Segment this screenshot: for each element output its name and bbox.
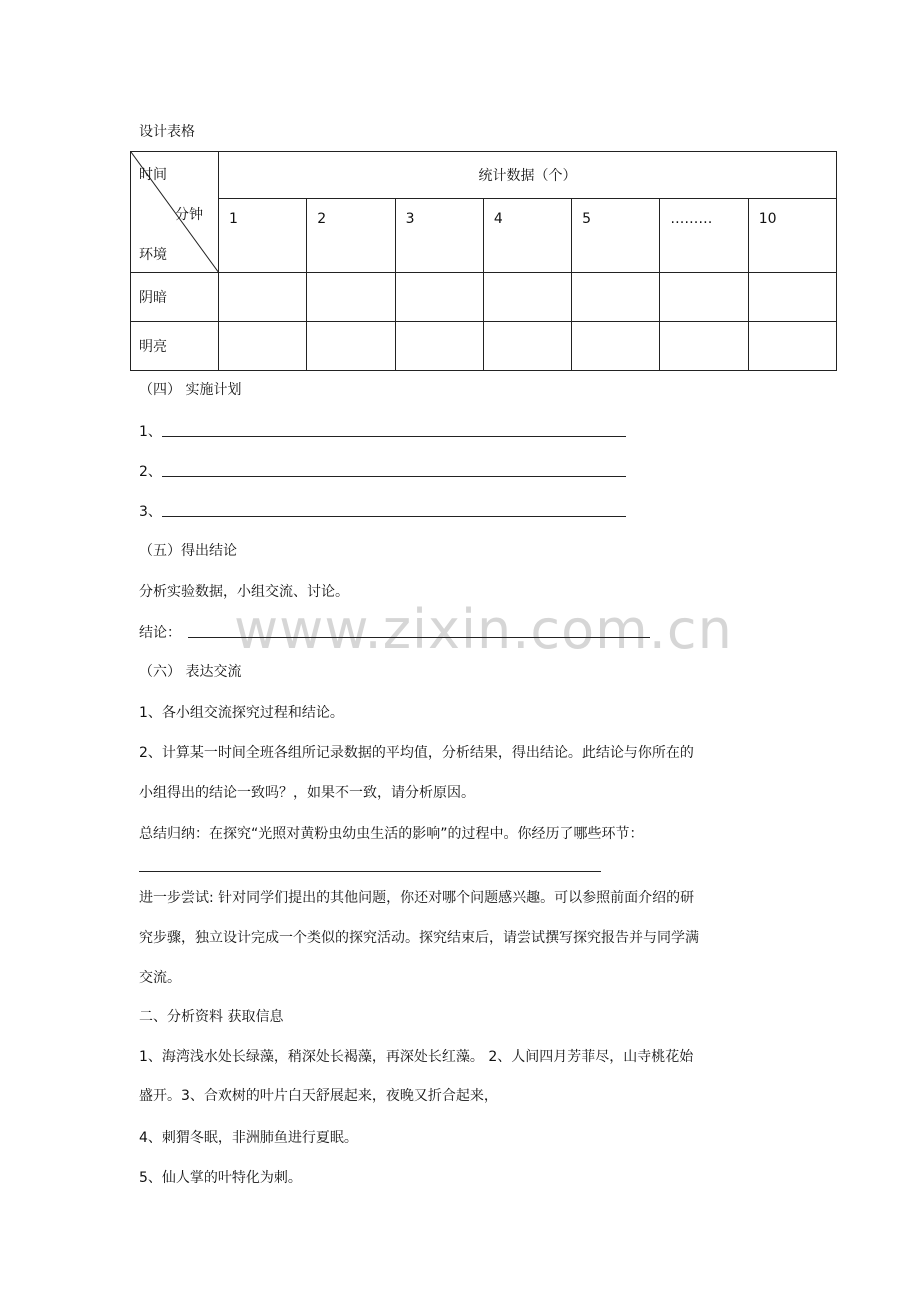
table-cell[interactable]	[307, 322, 395, 371]
watermark: www.zixin.com.cn	[234, 598, 733, 661]
table-cell[interactable]	[395, 273, 483, 322]
table-cell[interactable]	[395, 322, 483, 371]
section5-text: 分析实验数据，小组交流、讨论。	[139, 584, 349, 600]
section6-p1: 1、各小组交流探究过程和结论。	[139, 705, 344, 721]
col-header-10: 10	[748, 199, 836, 273]
table-title: 设计表格	[139, 124, 195, 140]
further-line-1: 进一步尝试: 针对同学们提出的其他问题，你还对哪个问题感兴趣。可以参照前面介绍的研	[139, 890, 695, 906]
section6-p2-line2: 小组得出的结论一致吗？，如果不一致，请分析原因。	[139, 785, 475, 801]
plan-item-1-blank[interactable]	[162, 436, 626, 437]
table-cell[interactable]	[219, 273, 307, 322]
summary-text: 总结归纳：在探究“光照对黄粉虫幼虫生活的影响”的过程中。你经历了哪些环节：	[139, 826, 644, 842]
table-cell[interactable]	[483, 273, 571, 322]
part2-line-1: 1、海湾浅水处长绿藻，稍深处长褐藻，再深处长红藻。 2、人间四月芳菲尽，山寺桃花始	[139, 1049, 694, 1065]
table-corner-cell	[131, 152, 219, 273]
header-statistics: 统计数据（个）	[219, 152, 837, 199]
part2-line-3: 4、刺猬冬眠，非洲肺鱼进行夏眠。	[139, 1130, 358, 1146]
table-cell[interactable]	[572, 273, 660, 322]
plan-item-3-blank[interactable]	[162, 516, 626, 517]
col-header-1: 1	[219, 199, 307, 273]
col-header-4: 4	[483, 199, 571, 273]
section4-heading: （四） 实施计划	[139, 382, 242, 398]
section6-p2-line1: 2、计算某一时间全班各组所记录数据的平均值，分析结果，得出结论。此结论与你所在的	[139, 745, 694, 761]
table-row-dark	[131, 273, 837, 322]
plan-item-3-label: 3、	[139, 504, 162, 520]
data-table	[130, 151, 837, 371]
table-row-bright	[131, 322, 837, 371]
plan-item-2-blank[interactable]	[162, 476, 626, 477]
section5-heading: （五）得出结论	[139, 543, 237, 559]
plan-item-2-label: 2、	[139, 464, 162, 480]
table-cell[interactable]	[219, 322, 307, 371]
table-cell[interactable]	[660, 273, 748, 322]
col-header-5: 5	[572, 199, 660, 273]
part2-heading: 二、分析资料 获取信息	[139, 1009, 284, 1025]
table-cell[interactable]	[748, 322, 836, 371]
table-cell[interactable]	[748, 273, 836, 322]
table-cell[interactable]	[483, 322, 571, 371]
col-header-3: 3	[395, 199, 483, 273]
further-line-2: 究步骤，独立设计完成一个类似的探究活动。探究结束后，请尝试撰写探究报告并与同学满	[139, 930, 699, 946]
col-header-ellipsis: ………	[660, 199, 748, 273]
summary-blank[interactable]	[139, 871, 601, 872]
col-header-2: 2	[307, 199, 395, 273]
row-label-bright: 明亮	[131, 322, 219, 371]
part2-line-4: 5、仙人掌的叶特化为刺。	[139, 1170, 302, 1186]
table-cell[interactable]	[307, 273, 395, 322]
section6-heading: （六） 表达交流	[139, 664, 242, 680]
corner-label-environment: 环境	[139, 247, 167, 263]
corner-label-minute: 分钟	[175, 207, 203, 223]
table-cell[interactable]	[660, 322, 748, 371]
conclusion-label: 结论：	[139, 625, 181, 641]
table-cell[interactable]	[572, 322, 660, 371]
plan-item-1-label: 1、	[139, 424, 162, 440]
part2-line-2: 盛开。3、合欢树的叶片白天舒展起来，夜晚又折合起来，	[139, 1088, 498, 1104]
further-line-3: 交流。	[139, 970, 181, 986]
conclusion-blank[interactable]	[188, 637, 650, 638]
row-label-dark: 阴暗	[131, 273, 219, 322]
corner-label-time: 时间	[139, 167, 167, 183]
